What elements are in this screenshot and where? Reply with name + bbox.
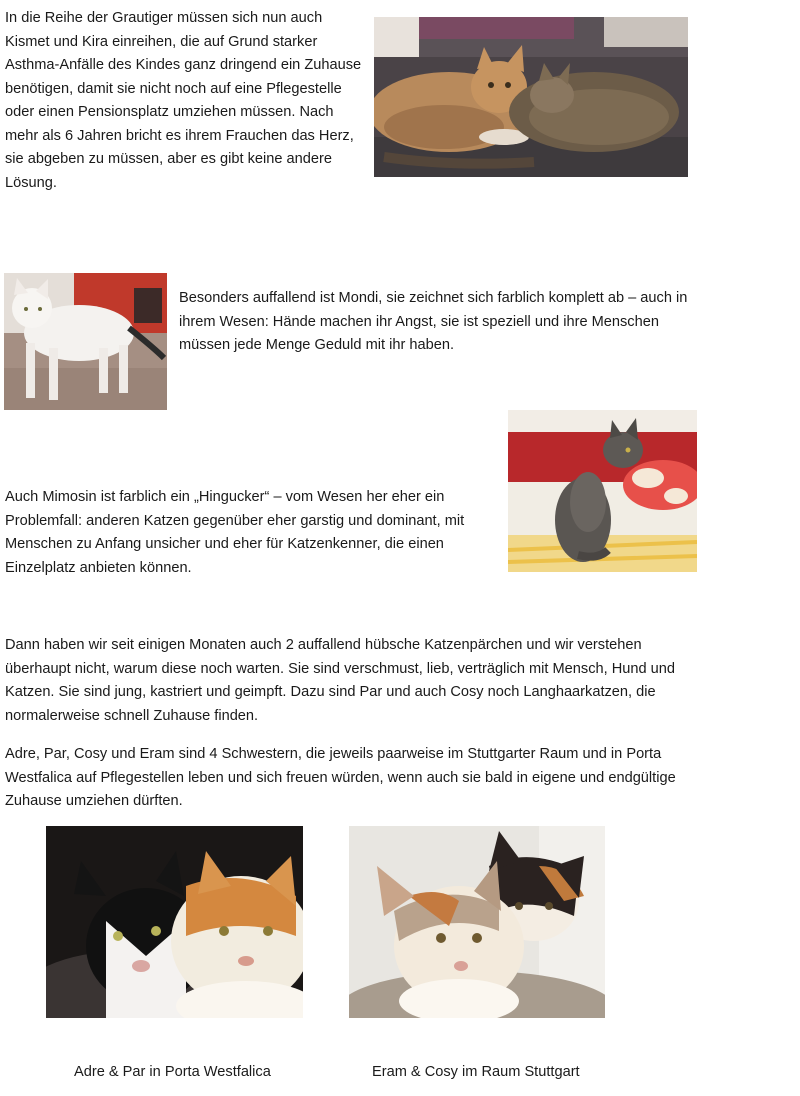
paragraph-mimosin: Auch Mimosin ist farblich ein „Hingucker“ – vom Wesen her eher ein Problemfall: anderen Katzen gegenüber eher garstig und dominant, mit Menschen zu Anfang unsicher und eher für Katzenkenner, die einen Einzelplatz anbieten können. <box>5 489 465 576</box>
photo-mondi <box>4 273 167 410</box>
photo-mimosin <box>508 410 697 572</box>
paragraph-kismet-kira: In die Reihe der Grautiger müssen sich nun auch Kismet und Kira einreihen, die auf Grund starker Asthma-Anfälle des Kindes ganz dringend ein Zuhause benötigen, damit sie nicht noch auf eine Pflegestelle oder einen Pensionsplatz umziehen müssen. Nach mehr als 6 Jahren bricht es ihrem Frauchen das Herz, sie abgeben zu müssen, aber es gibt keine andere Lösung. <box>5 10 362 191</box>
photo-kismet-kira <box>374 17 688 177</box>
photo-eram-cosy <box>349 826 605 1018</box>
paragraph-sisters: Adre, Par, Cosy und Eram sind 4 Schwestern, die jeweils paarweise im Stuttgarter Raum und in Porta Westfalica auf Pflegestellen leben und sich freuen würden, wenn auch sie bald in eigene und endgültige Zuhause umziehen dürften. <box>5 746 676 809</box>
caption-eram-cosy: Eram & Cosy im Raum Stuttgart <box>372 1064 580 1080</box>
paragraph-pairs: Dann haben wir seit einigen Monaten auch 2 auffallend hübsche Katzenpärchen und wir verstehen überhaupt nicht, warum diese noch warten. Sie sind verschmust, lieb, verträglich mit Mensch, Hund und Katzen. Sie sind jung, kastriert und geimpft. Dazu sind Par und auch Cosy noch Langhaarkatzen, die normalerweise schnell Zuhause finden. <box>5 637 676 724</box>
photo-adre-par <box>46 826 303 1018</box>
caption-adre-par: Adre & Par in Porta Westfalica <box>74 1064 271 1080</box>
paragraph-mondi: Besonders auffallend ist Mondi, sie zeichnet sich farblich komplett ab – auch in ihrem Wesen: Hände machen ihr Angst, sie ist speziell und ihre Menschen müssen jede Menge Geduld mit ihr haben. <box>179 290 688 353</box>
